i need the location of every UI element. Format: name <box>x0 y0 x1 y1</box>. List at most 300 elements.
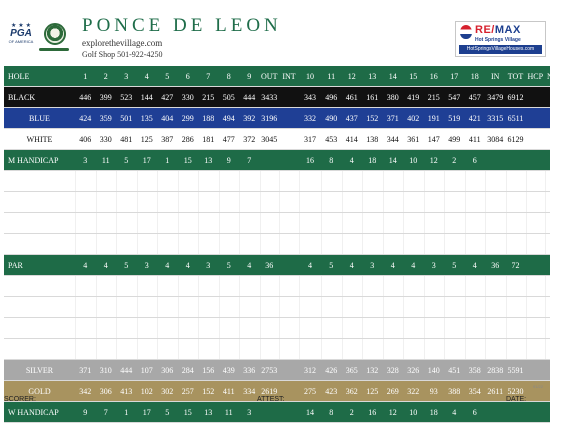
player-score-cell[interactable] <box>526 213 546 233</box>
score-cell: HCP <box>527 71 544 81</box>
score-cell <box>526 108 546 128</box>
player-score-cell[interactable] <box>299 192 321 212</box>
player-score-cell[interactable] <box>342 297 363 317</box>
score-cell: 519 <box>448 113 461 123</box>
score-cell: 306 <box>99 386 112 396</box>
player-score-cell[interactable] <box>75 339 96 359</box>
player-score-cell[interactable] <box>383 234 404 254</box>
player-score-cell[interactable] <box>198 339 219 359</box>
player-score-cell[interactable] <box>526 192 546 212</box>
player-score-cell[interactable] <box>116 171 137 191</box>
score-cell: 413 <box>120 386 133 396</box>
player-score-cell[interactable] <box>219 213 240 233</box>
score-cell: 275 <box>304 386 316 396</box>
score-cell: 4 <box>165 260 170 270</box>
row-label: BLUE <box>29 113 50 123</box>
score-cell: 392 <box>243 113 256 123</box>
player-score-cell[interactable] <box>362 234 383 254</box>
player-score-cell[interactable] <box>465 297 486 317</box>
player-score-cell[interactable] <box>545 213 565 233</box>
score-cell: 3 <box>144 260 149 270</box>
player-score-cell[interactable] <box>526 318 546 338</box>
player-score-cell[interactable] <box>75 234 96 254</box>
player-score-cell[interactable] <box>198 234 219 254</box>
player-score-cell[interactable] <box>279 339 299 359</box>
player-score-row[interactable] <box>4 276 550 297</box>
player-score-cell[interactable] <box>545 297 565 317</box>
player-score-cell[interactable] <box>342 192 363 212</box>
player-score-cell[interactable] <box>424 171 445 191</box>
player-score-cell[interactable] <box>198 171 219 191</box>
player-name-cell[interactable] <box>4 297 75 317</box>
player-score-row[interactable] <box>4 318 550 339</box>
player-score-cell[interactable] <box>279 297 299 317</box>
score-cell: 2838 <box>487 365 504 375</box>
score-cell: 523 <box>120 92 133 102</box>
player-score-cell[interactable] <box>75 213 96 233</box>
player-score-cell[interactable] <box>424 318 445 338</box>
player-score-cell[interactable] <box>403 213 424 233</box>
player-score-cell[interactable] <box>157 339 178 359</box>
score-cell <box>526 360 546 380</box>
score-cell: 5 <box>124 260 129 270</box>
player-score-cell[interactable] <box>362 339 383 359</box>
player-score-cell[interactable] <box>96 171 117 191</box>
player-score-cell[interactable] <box>157 234 178 254</box>
player-score-row[interactable] <box>4 234 550 255</box>
player-score-cell[interactable] <box>116 234 137 254</box>
score-cell: 2 <box>349 407 354 417</box>
player-score-cell[interactable] <box>383 213 404 233</box>
player-score-cell[interactable] <box>137 171 158 191</box>
player-score-cell[interactable] <box>485 318 506 338</box>
player-score-cell[interactable] <box>424 192 445 212</box>
player-score-cell[interactable] <box>239 234 260 254</box>
score-cell: 11 <box>224 407 233 417</box>
player-score-cell[interactable] <box>260 234 280 254</box>
score-cell: 1 <box>165 155 170 165</box>
player-score-cell[interactable] <box>96 234 117 254</box>
score-cell: 125 <box>366 386 379 396</box>
score-cell: 7 <box>103 407 108 417</box>
player-score-cell[interactable] <box>260 297 280 317</box>
score-cell: 161 <box>366 92 379 102</box>
score-cell: 446 <box>79 92 92 102</box>
score-cell: 9 <box>226 155 231 165</box>
player-score-cell[interactable] <box>424 339 445 359</box>
pga-stars: ★ ★ ★ <box>11 22 31 29</box>
player-score-cell[interactable] <box>178 234 199 254</box>
player-score-cell[interactable] <box>465 213 486 233</box>
player-score-cell[interactable] <box>444 171 465 191</box>
score-cell <box>545 108 565 128</box>
player-name-cell[interactable] <box>4 192 75 212</box>
player-score-cell[interactable] <box>485 276 506 296</box>
player-score-cell[interactable] <box>424 234 445 254</box>
player-score-cell[interactable] <box>219 339 240 359</box>
player-score-cell[interactable] <box>506 339 526 359</box>
player-score-cell[interactable] <box>239 276 260 296</box>
score-cell: 102 <box>140 386 153 396</box>
player-score-cell[interactable] <box>279 318 299 338</box>
player-score-cell[interactable] <box>96 276 117 296</box>
player-score-cell[interactable] <box>116 192 137 212</box>
player-name-cell[interactable] <box>4 339 75 359</box>
score-cell: 411 <box>468 134 481 144</box>
player-score-cell[interactable] <box>403 297 424 317</box>
player-score-cell[interactable] <box>485 192 506 212</box>
player-score-cell[interactable] <box>260 276 280 296</box>
score-cell: 3 <box>370 260 375 270</box>
score-cell: 3433 <box>261 92 278 102</box>
player-score-cell[interactable] <box>279 192 299 212</box>
player-score-cell[interactable] <box>178 339 199 359</box>
player-score-cell[interactable] <box>362 276 383 296</box>
player-score-cell[interactable] <box>485 213 506 233</box>
player-score-cell[interactable] <box>239 339 260 359</box>
player-score-cell[interactable] <box>545 192 565 212</box>
score-cell: 18 <box>429 407 438 417</box>
player-score-cell[interactable] <box>383 297 404 317</box>
player-score-cell[interactable] <box>75 297 96 317</box>
player-score-cell[interactable] <box>137 213 158 233</box>
score-cell: 4 <box>83 260 88 270</box>
player-score-cell[interactable] <box>198 192 219 212</box>
player-score-cell[interactable] <box>526 339 546 359</box>
player-score-cell[interactable] <box>260 339 280 359</box>
player-score-cell[interactable] <box>321 276 342 296</box>
player-score-cell[interactable] <box>506 297 526 317</box>
white-tee-row <box>4 129 550 150</box>
player-score-cell[interactable] <box>444 318 465 338</box>
score-cell: 501 <box>120 113 133 123</box>
player-score-cell[interactable] <box>96 192 117 212</box>
player-score-cell[interactable] <box>383 318 404 338</box>
player-score-cell[interactable] <box>506 213 526 233</box>
player-score-cell[interactable] <box>465 192 486 212</box>
player-score-cell[interactable] <box>362 213 383 233</box>
player-score-cell[interactable] <box>485 171 506 191</box>
score-cell: 138 <box>366 134 379 144</box>
player-score-cell[interactable] <box>299 297 321 317</box>
player-score-cell[interactable] <box>96 318 117 338</box>
player-score-cell[interactable] <box>157 213 178 233</box>
score-cell: 11 <box>101 155 110 165</box>
player-score-cell[interactable] <box>219 171 240 191</box>
score-cell: 18 <box>470 71 479 81</box>
website-text: explorethevillage.com <box>82 38 163 48</box>
player-score-cell[interactable] <box>219 234 240 254</box>
player-score-cell[interactable] <box>260 192 280 212</box>
player-score-cell[interactable] <box>137 276 158 296</box>
player-name-cell[interactable] <box>4 276 75 296</box>
player-score-cell[interactable] <box>321 339 342 359</box>
player-score-cell[interactable] <box>321 171 342 191</box>
player-score-cell[interactable] <box>178 213 199 233</box>
player-score-cell[interactable] <box>383 192 404 212</box>
player-score-cell[interactable] <box>279 171 299 191</box>
player-score-cell[interactable] <box>321 234 342 254</box>
player-score-cell[interactable] <box>444 234 465 254</box>
player-score-cell[interactable] <box>545 234 565 254</box>
score-cell: 13 <box>368 71 377 81</box>
player-score-cell[interactable] <box>526 297 546 317</box>
player-score-cell[interactable] <box>178 276 199 296</box>
score-cell: 1 <box>124 407 129 417</box>
player-name-cell[interactable] <box>4 318 75 338</box>
player-score-cell[interactable] <box>137 339 158 359</box>
player-score-cell[interactable] <box>137 318 158 338</box>
player-score-cell[interactable] <box>465 234 486 254</box>
player-score-cell[interactable] <box>178 297 199 317</box>
player-score-cell[interactable] <box>137 192 158 212</box>
score-cell: 152 <box>202 386 215 396</box>
player-score-cell[interactable] <box>239 192 260 212</box>
player-score-cell[interactable] <box>362 318 383 338</box>
player-score-cell[interactable] <box>506 276 526 296</box>
player-score-cell[interactable] <box>403 276 424 296</box>
player-score-cell[interactable] <box>383 276 404 296</box>
player-score-row[interactable] <box>4 213 550 234</box>
player-name-cell[interactable] <box>4 171 75 191</box>
score-cell: 8 <box>329 407 334 417</box>
player-score-cell[interactable] <box>96 213 117 233</box>
score-cell: 344 <box>386 134 399 144</box>
scorer-label: SCORER: <box>4 396 36 403</box>
score-cell: 72 <box>511 260 520 270</box>
score-cell: 132 <box>366 365 379 375</box>
score-cell: 5 <box>452 260 457 270</box>
player-score-cell[interactable] <box>116 339 137 359</box>
player-score-cell[interactable] <box>526 171 546 191</box>
player-score-cell[interactable] <box>299 171 321 191</box>
player-score-cell[interactable] <box>299 339 321 359</box>
silver-tee-row <box>4 360 550 381</box>
golf-shop-phone: Golf Shop 501-922-4250 <box>82 50 163 59</box>
sponsor-brand <box>475 24 521 36</box>
player-score-cell[interactable] <box>342 234 363 254</box>
score-cell: 9 <box>247 71 252 81</box>
player-score-cell[interactable] <box>321 318 342 338</box>
player-name-cell[interactable] <box>4 234 75 254</box>
score-cell: 444 <box>120 365 133 375</box>
score-cell: 147 <box>427 134 440 144</box>
score-cell: 6 <box>472 155 477 165</box>
score-cell: 140 <box>427 365 440 375</box>
player-score-cell[interactable] <box>198 276 219 296</box>
player-score-cell[interactable] <box>403 234 424 254</box>
score-cell <box>545 150 565 170</box>
player-score-cell[interactable] <box>279 276 299 296</box>
score-cell: 14 <box>388 155 397 165</box>
sponsor-logo <box>455 21 546 57</box>
player-score-cell[interactable] <box>403 339 424 359</box>
player-score-cell[interactable] <box>178 192 199 212</box>
player-score-cell[interactable] <box>116 297 137 317</box>
player-score-cell[interactable] <box>424 213 445 233</box>
score-cell: 3045 <box>261 134 278 144</box>
player-name-cell[interactable] <box>4 213 75 233</box>
player-score-cell[interactable] <box>383 171 404 191</box>
score-cell: 439 <box>222 365 235 375</box>
player-score-row[interactable] <box>4 192 550 213</box>
score-cell: 4 <box>308 260 312 270</box>
player-score-cell[interactable] <box>444 297 465 317</box>
player-score-cell[interactable] <box>178 171 199 191</box>
player-score-cell[interactable] <box>506 234 526 254</box>
player-score-cell[interactable] <box>198 297 219 317</box>
player-score-cell[interactable] <box>219 192 240 212</box>
player-score-cell[interactable] <box>465 276 486 296</box>
player-score-row[interactable] <box>4 171 550 192</box>
player-score-cell[interactable] <box>321 213 342 233</box>
player-score-cell[interactable] <box>485 297 506 317</box>
player-score-cell[interactable] <box>545 171 565 191</box>
player-score-cell[interactable] <box>362 171 383 191</box>
score-cell: 332 <box>304 113 316 123</box>
score-cell: 490 <box>325 113 338 123</box>
player-score-cell[interactable] <box>279 234 299 254</box>
player-score-cell[interactable] <box>485 234 506 254</box>
player-score-cell[interactable] <box>545 318 565 338</box>
score-cell: 17 <box>450 71 459 81</box>
player-score-cell[interactable] <box>239 318 260 338</box>
score-cell: 4 <box>411 260 416 270</box>
player-score-cell[interactable] <box>178 318 199 338</box>
player-score-cell[interactable] <box>75 192 96 212</box>
player-score-cell[interactable] <box>403 192 424 212</box>
score-cell: TOT <box>507 71 524 81</box>
player-score-cell[interactable] <box>116 213 137 233</box>
player-score-cell[interactable] <box>239 297 260 317</box>
score-cell: 10 <box>409 155 418 165</box>
score-cell: 5 <box>226 260 231 270</box>
player-score-cell[interactable] <box>279 213 299 233</box>
score-cell: 444 <box>243 92 256 102</box>
player-score-cell[interactable] <box>96 339 117 359</box>
village-seal-icon <box>44 23 66 45</box>
player-score-cell[interactable] <box>157 318 178 338</box>
score-cell: 361 <box>407 134 420 144</box>
pga-logo <box>6 22 36 52</box>
player-score-cell[interactable] <box>342 276 363 296</box>
player-score-cell[interactable] <box>239 171 260 191</box>
player-score-cell[interactable] <box>299 234 321 254</box>
score-cell: 4 <box>247 260 252 270</box>
player-score-cell[interactable] <box>219 276 240 296</box>
player-score-cell[interactable] <box>342 171 363 191</box>
player-score-cell[interactable] <box>403 318 424 338</box>
player-score-cell[interactable] <box>239 213 260 233</box>
player-score-row[interactable] <box>4 297 550 318</box>
player-score-cell[interactable] <box>545 339 565 359</box>
player-score-cell[interactable] <box>485 339 506 359</box>
score-cell: 125 <box>140 134 153 144</box>
player-score-cell[interactable] <box>137 297 158 317</box>
player-score-cell[interactable] <box>198 318 219 338</box>
player-score-cell[interactable] <box>299 213 321 233</box>
player-score-cell[interactable] <box>526 276 546 296</box>
player-score-cell[interactable] <box>424 297 445 317</box>
score-cell <box>526 255 546 275</box>
player-score-cell[interactable] <box>444 192 465 212</box>
score-cell: 3 <box>431 260 436 270</box>
player-score-cell[interactable] <box>219 297 240 317</box>
score-cell <box>506 150 526 170</box>
player-score-cell[interactable] <box>157 276 178 296</box>
player-score-cell[interactable] <box>424 276 445 296</box>
player-score-cell[interactable] <box>116 276 137 296</box>
player-score-cell[interactable] <box>157 171 178 191</box>
score-cell: 8 <box>329 155 334 165</box>
player-score-cell[interactable] <box>75 276 96 296</box>
player-score-cell[interactable] <box>506 171 526 191</box>
score-cell: 494 <box>222 113 235 123</box>
player-score-cell[interactable] <box>342 339 363 359</box>
player-score-cell[interactable] <box>362 192 383 212</box>
player-score-cell[interactable] <box>260 318 280 338</box>
player-score-cell[interactable] <box>506 192 526 212</box>
player-score-cell[interactable] <box>75 171 96 191</box>
player-score-cell[interactable] <box>342 318 363 338</box>
player-score-cell[interactable] <box>545 276 565 296</box>
player-score-cell[interactable] <box>465 318 486 338</box>
player-score-cell[interactable] <box>526 234 546 254</box>
score-cell: 5 <box>329 260 334 270</box>
player-score-cell[interactable] <box>157 192 178 212</box>
score-cell: 380 <box>386 92 399 102</box>
player-score-cell[interactable] <box>299 318 321 338</box>
score-cell: 15 <box>409 71 418 81</box>
score-cell: 36 <box>265 260 274 270</box>
score-cell: 453 <box>325 134 338 144</box>
player-score-row[interactable] <box>4 339 550 360</box>
player-score-cell[interactable] <box>116 318 137 338</box>
score-cell: 18 <box>368 155 377 165</box>
player-score-cell[interactable] <box>362 297 383 317</box>
player-score-cell[interactable] <box>96 297 117 317</box>
player-score-cell[interactable] <box>260 213 280 233</box>
player-score-cell[interactable] <box>198 213 219 233</box>
score-cell: 359 <box>99 113 112 123</box>
player-score-cell[interactable] <box>299 276 321 296</box>
player-score-cell[interactable] <box>444 276 465 296</box>
player-score-cell[interactable] <box>506 318 526 338</box>
score-cell: 496 <box>325 92 338 102</box>
player-score-cell[interactable] <box>260 171 280 191</box>
player-score-cell[interactable] <box>75 318 96 338</box>
player-score-cell[interactable] <box>403 171 424 191</box>
player-score-cell[interactable] <box>444 339 465 359</box>
score-cell: 461 <box>345 92 358 102</box>
score-cell: 477 <box>222 134 235 144</box>
score-cell: 2753 <box>261 365 278 375</box>
player-score-cell[interactable] <box>383 339 404 359</box>
score-cell: 3084 <box>487 134 504 144</box>
player-score-cell[interactable] <box>342 213 363 233</box>
score-cell: 3 <box>247 407 252 417</box>
player-score-cell[interactable] <box>465 339 486 359</box>
player-score-cell[interactable] <box>321 297 342 317</box>
player-score-cell[interactable] <box>137 234 158 254</box>
score-cell: 336 <box>243 365 256 375</box>
player-score-cell[interactable] <box>219 318 240 338</box>
player-score-cell[interactable] <box>465 171 486 191</box>
player-score-cell[interactable] <box>157 297 178 317</box>
score-cell <box>485 150 506 170</box>
player-score-cell[interactable] <box>321 192 342 212</box>
player-score-cell[interactable] <box>444 213 465 233</box>
